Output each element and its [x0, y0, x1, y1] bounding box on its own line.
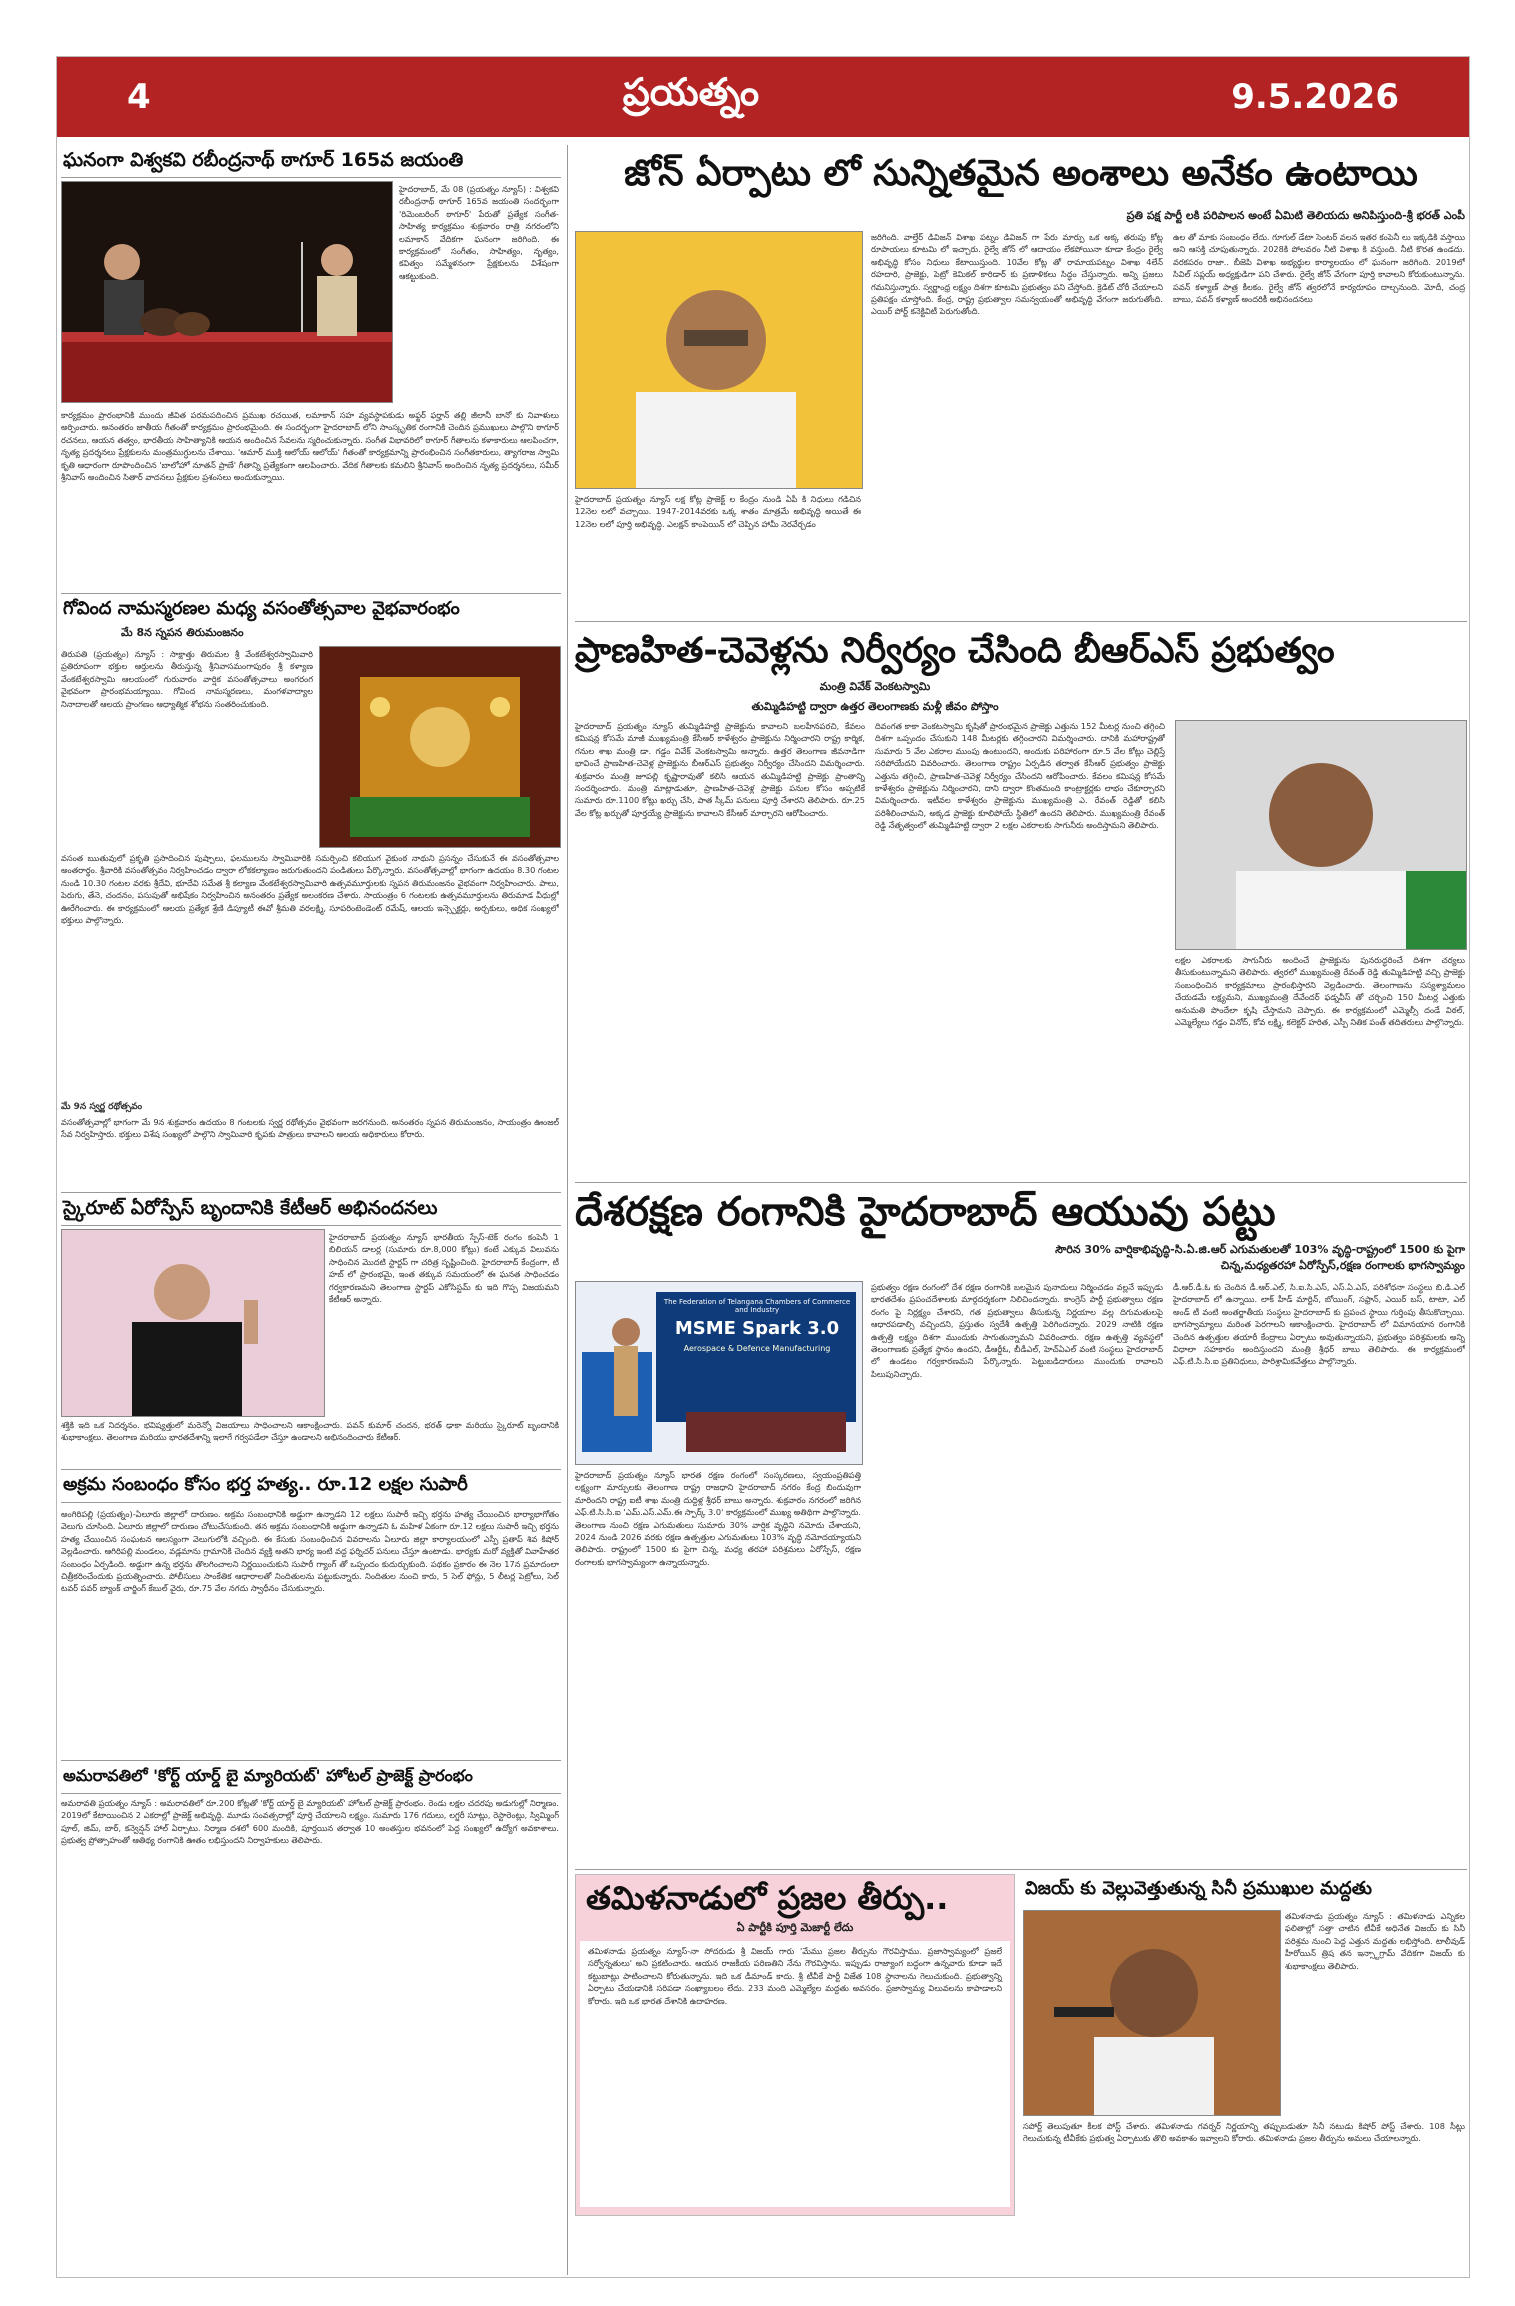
story-headline: తమిళనాడులో ప్రజల తీర్పు..	[586, 1879, 949, 1917]
defence-col3-text: డీ.ఆర్.డీ.ఓ కు చెందిన డీ.ఆర్.ఎల్, సి.ఐ.సి.ఎస్, ఎస్.ఏ.ఎస్, పరిశోధనా సంస్థలు బి.డి.ఎల్ హైదరాబాద్ లో ఉన్నాయి. లాక్ హీడ్ మార్టిన్, బోయింగ్, సఫ్రాన్, ఎయిర్ బస్, టాటా, ఎల్ అండ్ టీ వంటి అంతర్జాతీయ సంస్థలు హైదరాబాద్ కు ప్రపంచ స్థాయి గుర్తింపు తీసుకొచ్చాయి. భాగస్వామ్యాలు మరింత పెరగాలని ఆకాంక్షించారు. హైదరాబాద్ లో విమానయాన రంగానికి చెందిన ఉత్పత్తుల తయారీ కేంద్రాలు ఏర్పాటు అవుతున్నాయని, ప్రభుత్వం పరిశ్రమలకు అన్ని విధాలా సహకారం అందిస్తుందని మంత్రి శ్రీధర్ బాబు తెలిపారు. ఈ కార్యక్రమంలో ఎఫ్.టి.సి.సి.ఐ ప్రతినిధులు, పారిశ్రామికవేత్తలు పాల్గొన్నారు.	[1173, 1282, 1465, 1367]
story-kicker: మంత్రి వివేక్ వెంకటస్వామి	[819, 680, 931, 693]
story-subheading-2: చిన్న,మధ్యతరహా ఏరోస్పేస్,రక్షణ రంగాలకు భాగస్వామ్యం	[1220, 1259, 1465, 1272]
story-defence	[575, 1182, 1467, 1869]
right-column	[575, 145, 1467, 2220]
vijay-illustration	[1024, 1911, 1280, 2115]
stage-illustration	[62, 182, 392, 402]
supari-body-text: అంగిరిపల్లి (ప్రయత్నం)-ఏలూరు జిల్లాలో దారుణం. అక్రమ సంబంధానికి అడ్డుగా ఉన్నాడని 12 లక్షలు సుపారీ ఇచ్చి భర్తను హత్య చేయించిన భార్యాభాగోతం వెలుగు చూసింది. ఏలూరు జిల్లాలో దారుణం చోటుచేసుకుంది. తన అక్రమ సంబంధానికి అడ్డుగా ఉన్నాడని ఓ మహిళ ఏకంగా రూ.12 లక్షలు సుపారీ ఇచ్చి భర్తను హత్య చేయించిన సంఘటన ఆలస్యంగా వెలుగులోకి వచ్చింది. ఈ కేసుకు సంబంధించిన వివరాలను ఏలూరు జిల్లా కార్యాలయంలో ఎస్పీ ప్రతాప్ శివ కిషోర్ వెల్లడించారు. ఆగిరిపల్లి మండలం, వడ్లమాను గ్రామానికి చెందిన వ్యక్తి అతని భార్య ఇంటి వద్ద ఫర్నిచర్ పనులు చేస్తూ ఉంటాడు. భార్యకు మరో వ్యక్తితో వివాహేతర సంబంధం ఏర్పడింది. అడ్డుగా ఉన్న భర్తను తొలగించాలని నిర్ణయించుకుని సుపారీ గ్యాంగ్ తో ఒప్పందం కుదుర్చుకుంది. పథకం ప్రకారం ఈ నెల 17న ప్రమాదంలా చిత్రీకరించేందుకు ప్రయత్నించారు. పోలీసులు సాంకేతిక ఆధారాలతో నిందితులను పట్టుకున్నారు. నిందితుల నుంచి కారు, 5 సెల్ ఫోన్లు, 5 లీటర్ల పెట్రోలు, సెల్ టవర్ పవర్ బ్యాంక్ చార్జింగ్ కేబుల్ వైరు, రూ.75 వేల నగదు స్వాధీనం చేసుకున్నారు.	[61, 1509, 559, 1594]
msme-spark-photo	[575, 1281, 863, 1465]
zone-col1-text: హైదరాబాద్ ప్రయత్నం న్యూస్ లక్ష కోట్ల ప్రాజెక్ట్ ల కేంద్రం నుండి ఏపీ కి నిధులు గడిచిన 12నెల లలో వచ్చాయి. 1947-2014వరకు ఒక్క శాతం మాత్రమే అభివృద్ధి అయితే ఈ 12నెల లలో పూర్తి అభివృద్ధి. ఎలక్షన్ కాంపెయిన్ లో చెప్పిన హామీ నెరవేర్చడం	[575, 494, 861, 529]
story-headline: స్కైరూట్ ఏరోస్పేస్ బృందానికి కేటీఆర్ అభినందనలు	[61, 1193, 561, 1226]
side-headline: విజయ్ కు వెల్లువెత్తుతున్న సినీ ప్రముఖుల మద్దతు	[1025, 1878, 1372, 1899]
ktr-photo	[61, 1229, 325, 1417]
story-headline: జోన్ ఏర్పాటు లో సున్నితమైన అంశాలు అనేకం ఉంటాయి	[624, 153, 1418, 194]
story-tamilnadu	[575, 1869, 1467, 2220]
temple-body-text: వసంత ఋతువులో ప్రకృతి ప్రసాదించిన పుష్పాలు, ఫలములను స్వామివారికి సమర్పించి కలియుగ వైకుంఠ నాథుని ప్రసన్నం చేసుకునే ఈ వసంతోత్సవాల అంతరార్థం. శ్రీవారికి వసంతోత్సవం నిర్వహించడం ద్వారా లోకకల్యాణం జరుగుతుందని పండితులు పేర్కొన్నారు. వసంతోత్సవాల్లో భాగంగా ఉదయం 8.30 గంటల నుండి 10.30 గంటల వరకు శ్రీదేవి, భూదేవి సమేత శ్రీ కల్యాణ వేంకటేశ్వరస్వామివారి ఉత్సవమూర్తులకు స్నపన తిరుమంజనం వైభవంగా నిర్వహించారు. పాలు, పెరుగు, తేనె, చందనం, పసుపుతో అభిషేకం నిర్వహించిన అనంతరం ప్రత్యేక అలంకరణ చేశారు. సాయంత్రం 6 గంటలకు ఉత్సవమూర్తులను తిరుమాడ వీధుల్లో ఊరేగించారు. ఈ కార్యక్రమంలో ఆలయ ప్రత్యేక శ్రేణి డిప్యూటీ ఈవో శ్రీమతి వరలక్ష్మి, సూపరింటెండెంట్ రమేష్, ఆలయ ఇన్స్పెక్టర్లు, అర్చకులు, అధిక సంఖ్యలో భక్తులు పాల్గొన్నారు.	[61, 853, 559, 926]
story-subheading: మే 8న స్నపన తిరుమంజనం	[121, 626, 244, 639]
pranahita-col2-text: దివంగత కాకా వెంకటస్వామి కృషితో ప్రారంభమైన ప్రాజెక్టు ఎత్తును 152 మీటర్ల నుంచి తగ్గించి దిశగా ఒప్పందం చేసుకుని 148 మీటర్లకు తగ్గించారని విమర్శించారు. దానికి మహారాష్ట్రతో సుమారు 5 వేల ఎకరాల ముంపు ఉంటుందని, అందుకు పరిహారంగా రూ.5 వేల కోట్లు చెల్లిస్తే సరిపోయేదని వివరించారు. తెలంగాణ రాష్ట్రం ఏర్పడిన తర్వాత కేసీఆర్ ప్రభుత్వం ప్రాజెక్టు ఎత్తును తగ్గించి, ప్రాణహిత-చెవెళ్ల నిర్వీర్యం చేసిందని ఆరోపించారు. కేవలం కమిషన్ల కోసమే కాళేశ్వరం ప్రాజెక్టును నిర్మించారని, దాని ద్వారా కొంతమంది కాంట్రాక్టర్లకు లాభం చేకూర్చారని విమర్శించారు. ఇటీవల కాళేశ్వరం ప్రాజెక్టును ముఖ్యమంత్రి ఎ. రేవంత్ రెడ్డితో కలిసి పరిశీలించామని, అక్కడ ప్రాజెక్టు కూలిపోయే స్థితిలో ఉందని తెలిపారు. ముఖ్యమంత్రి రేవంత్ రెడ్డి నేతృత్వంలో తుమ్మిడిహట్టి ద్వారా 2 లక్షల ఎకరాలకు సాగునీరు అందిస్తామని తెలిపారు.	[875, 721, 1165, 831]
deity-illustration	[320, 647, 560, 847]
pranahita-col3-text: లక్షల ఎకరాలకు సాగునీరు అందించే ప్రాజెక్టును పునరుద్ధరించే దిశగా చర్యలు తీసుకుంటున్నామని తెలిపారు. త్వరలో ముఖ్యమంత్రి రేవంత్ రెడ్డి తుమ్మిడిహట్టి వచ్చి ప్రాజెక్టు సంబంధించిన కార్యక్రమాలు ప్రారంభిస్తారని వెల్లడించారు. తెలంగాణను సస్యశ్యామలం చేయడమే లక్ష్యమని, ముఖ్యమంత్రి దేవేందర్ ఫడ్నవీస్ తో చర్చించి 150 మీటర్ల ఎత్తుకు అనుమతి పొందేలా కృషి చేస్తామని చెప్పారు. ఈ కార్యక్రమంలో ఎమ్మెల్సీ దండే విఠల్, ఎమ్మెల్యేలు గడ్డం వినోద్, కోవ లక్ష్మి, కలెక్టర్ హరిత, ఎస్పీ నితిక పంత్ తదితరులు పాల్గొన్నారు.	[1175, 955, 1465, 1028]
vijay-body-text: సపోర్ట్ తెలుపుతూ కీలక పోస్ట్ చేశారు. తమిళనాడు గవర్నర్ నిర్ణయాన్ని తప్పుబడుతూ సినీ నటుడు కిషోర్ పోస్ట్ చేశారు. 108 సీట్లు గెలుచుకున్న టీవీకేకు ప్రభుత్వ ఏర్పాటుకు తొలి అవకాశం ఇవ్వాలని కోరారు. తమిళనాడు ప్రజల తీర్పును అమలు చేయాలన్నారు.	[1023, 2121, 1465, 2144]
story-headline: అమరావతిలో 'కోర్ట్ యార్డ్ బై మ్యారియట్' హోటల్ ప్రాజెక్ట్ ప్రారంభం	[61, 1761, 561, 1794]
vijay-box	[1023, 1874, 1467, 2216]
vijay-photo	[1023, 1910, 1281, 2116]
story-headline: ఘనంగా విశ్వకవి రబీంద్రనాథ్ ఠాగూర్ 165వ జయంతి	[61, 145, 561, 178]
skyroot-lead-text: హైదరాబాద్ ప్రయత్నం న్యూస్ భారతీయ స్పేస్-టెక్ రంగం కంపెనీ 1 బిలియన్ డాలర్ల (సుమారు రూ.8,000 కోట్లు) కంటే ఎక్కువ విలువను సాధించిన మొదటి స్టార్టప్ గా చరిత్ర సృష్టించింది. హైదరాబాద్ కేంద్రంగా, టీ హబ్ లో ప్రారంభమై, ఇంత తక్కువ సమయంలో ఈ ఘనత సాధించడం గర్వకారణమని తెలంగాణ స్టార్టప్ ఎకోసిస్టమ్ కు ఇది గొప్ప విజయమని కేటీఆర్ అన్నారు.	[329, 1232, 559, 1305]
tagore-body-text: కార్యక్రమం ప్రారంభానికి ముందు జీవిత పరమపదించిన ప్రముఖ రచయిత, లమాకాన్ సహ వ్యవస్థాపకుడు అఫ్జర్ ఫర్హాన్ తల్లి జీలానీ బానో కు నివాళులు అర్పించారు. అనంతరం జాతీయ గీతంతో కార్యక్రమం ప్రారంభమైంది. ఈ సందర్భంగా హైదరాబాద్ లోని సాంస్కృతిక రంగానికి చెందిన ప్రముఖులు పాల్గొని ఠాగూర్ రచనలు, ఆయన తత్వం, భారతీయ సాహిత్యానికి ఆయన అందించిన సేవలను స్మరించుకున్నారు. సంగీత విభావరిలో ఠాగూర్ గీతాలను కళాకారులు ఆలపించగా, నృత్య ప్రదర్శనలు ప్రేక్షకులను మంత్రముగ్ధులను చేశాయి. 'ఆమార్ ముక్తి ఆలోయ్ ఆలోయ్' గీతంతో కార్యక్రమాన్ని ప్రారంభించిన సంగీతకారులు, త్యాగరాజ స్వామి కృతి ఆధారంగా రూపొందించిన 'బాలోహో నూతన్ ప్రాణే' గీతాన్ని ప్రత్యేకంగా ఆలపించారు. వేదిక గీతాలకు కమలిని శ్రీనివాస్ అందించిన నృత్య ప్రదర్శనలు, సమీర్ శ్రీనివాస్ అందించిన సితార్ వాదనలు ప్రేక్షకుల ప్రశంసలు అందుకున్నాయి.	[61, 410, 559, 483]
left-column	[61, 145, 561, 1965]
story-courtyard	[61, 1760, 561, 1965]
mp-bharat-photo	[575, 231, 863, 489]
story-tagore	[61, 145, 561, 593]
story-subheading: సౌరిన 30% వార్షికాభివృద్ధి-సి.ఏ.జి.ఆర్ ఎగుమతులతో 103% వృద్ధి-రాష్ట్రంలో 1500 కు పైగా	[1055, 1243, 1465, 1256]
zone-col2-text: జరిగింది. వాల్తేర్ డివిజన్ విశాఖ పట్నం డివిజన్ గా పేరు మార్పు ఒక అక్క తరుపు కోట్ల రూపాయలు కూటమి లో ఇచ్చారు. రైల్వే జోన్ లో ఆదాయం లేకపోయినా కూడా కేంద్రం రైల్వే అభివృద్ధి కోసం నిధులు కేటాయిస్తుంది. 10వేల కోట్ల తో రామాయపట్నం విశాఖ 4లేన్ రహదారి, ప్రాజెక్టు, పెట్రో కెమికల్ కారిడార్ కు ప్రణాళికలు సిద్ధం చేస్తున్నారు. అన్ని ప్రజలు గమనిస్తున్నారు. స్వర్ణాంధ్ర లక్ష్యం దిశగా కూటమి ప్రభుత్వం పని చేస్తోంది. క్రెడిట్ చోరీ చేయాలని ప్రతిపక్షం చూస్తోంది. కేంద్ర, రాష్ట్ర ప్రభుత్వాల సమన్వయంతో అభివృద్ధి వేగంగా జరుగుతోంది. ఎయిర్ పోర్ట్ కనెక్టివిటీ పెరుగుతోంది.	[871, 232, 1163, 317]
story-supari	[61, 1469, 561, 1760]
story-subheading: ఏ పార్టీకి పూర్తి మెజార్టీ లేదు	[736, 1921, 854, 1934]
page-number: 4	[127, 77, 151, 117]
ktr-illustration	[62, 1230, 324, 1416]
tamilnadu-body-text: తమిళనాడు ప్రయత్నం న్యూస్-నా సోదరుడు శ్రీ విజయ్ గారు 'మేము ప్రజల తీర్పును గౌరవిస్తాము. ప్రజాస్వామ్యంలో ప్రజలే సర్వోన్నతులు' అని ప్రకటించారు. ఆయన రాజకీయ పరిణతిని నేను గౌరవిస్తాను. ఇప్పుడు రాజ్యాంగ బద్ధంగా ఉన్నవారు కూడా ఇదే కట్టుబాట్లు పాటించాలని కోరుతున్నాను. ఇది ఒక డీమాండ్ కాదు. శ్రీ టీవీకే పార్టీ విజేత 108 స్థానాలను గెలుచుకుంది. ప్రభుత్వాన్ని ఏర్పాటు చేయడానికి సరిపడా సంఖ్యాబలం లేదు. 233 మంది ఎమ్మెల్యేల మద్దతు అవసరం. ప్రజాస్వామ్య విలువలను కాపాడాలని కోరారు. ఇది ఒక భారత దేశానికి ఉదాహరణ.	[580, 1941, 1010, 2207]
tagore-lead-text: హైదరాబాద్, మే 08 (ప్రయత్నం న్యూస్) : విశ్వకవి రబీంద్రనాథ్ ఠాగూర్ 165వ జయంతి సందర్భంగా 'రిమెంబరింగ్ ఠాగూర్' పేరుతో ప్రత్యేక సంగీత-సాహిత్య కార్యక్రమం శుక్రవారం రాత్రి నగరంలోని లమాకాన్ వేదికగా ఘనంగా జరిగింది. ఈ కార్యక్రమంలో సంగీతం, సాహిత్యం, నృత్యం, కవిత్వం సమ్మేళనంగా ప్రేక్షకులను విశేషంగా ఆకట్టుకుంది.	[399, 184, 559, 281]
issue-date: 9.5.2026	[1231, 77, 1399, 117]
defence-col1-text: హైదరాబాద్ ప్రయత్నం న్యూస్ భారత రక్షణ రంగంలో సంస్కరణలు, స్వయంప్రతిపత్తి లక్ష్యంగా మార్పులకు తెలంగాణ రాష్ట్ర రాజధాని హైదరాబాద్ నగరం కేంద్ర బిందువుగా మారిందని రాష్ట్ర ఐటీ శాఖ మంత్రి దుద్దిళ్ల శ్రీధర్ బాబు అన్నారు. శుక్రవారం నగరంలో జరిగిన ఎఫ్.టి.సి.సి.ఐ 'ఎమ్.ఎస్.ఎమ్.ఈ స్పార్క్ 3.0' కార్యక్రమంలో ముఖ్య అతిథిగా పాల్గొన్నారు. తెలంగాణ నుంచి రక్షణ ఎగుమతులు సుమారు 30% వార్షిక వృద్ధిని నమోదు చేశాయని, 2024 నుండి 2026 వరకు రక్షణ ఉత్పత్తుల ఎగుమతులు 103% వృద్ధి నమోదయ్యాయని తెలిపారు. రాష్ట్రంలో 1500 కు పైగా చిన్న, మధ్య తరహా పరిశ్రమలు ఏరోస్పేస్, రక్షణ రంగాలకు భాగస్వామ్యంగా ఉన్నాయన్నారు.	[575, 1470, 861, 1567]
story-pranahita	[575, 621, 1467, 1182]
newspaper-page	[56, 56, 1470, 2278]
skyroot-body-text: శక్తికి ఇది ఒక నిదర్శనం. భవిష్యత్తులో మరెన్నో విజయాలు సాధించాలని ఆకాంక్షించారు. పవన్ కుమార్ చందన, భరత్ ఢాకా మరియు స్కైరూట్ బృందానికి శుభాకాంక్షలు. తెలంగాణ మరియు భారతదేశాన్ని ఇలాగే గర్వపడేలా చేస్తూ ఉండాలని అభినందించారు కేటీఆర్.	[61, 1420, 559, 1443]
tamilnadu-box	[575, 1874, 1015, 2216]
vijay-side-text: తమిళనాడు ప్రయత్నం న్యూస్ : తమిళనాడు ఎన్నికల ఫలితాల్లో సత్తా చాటిన టీవీకే అధినేత విజయ్ కు సినీ పరిశ్రమ నుంచి పెద్ద ఎత్తున మద్దతు లభిస్తోంది. టాలీవుడ్ హీరోయిన్ త్రిష తన ఇన్స్టాగ్రామ్ వేదికగా విజయ్ కు శుభాకాంక్షలు తెలిపారు.	[1285, 1911, 1465, 1971]
courtyard-body-text: అమరావతి ప్రయత్నం న్యూస్ : అమరావతిలో రూ.200 కోట్లతో 'కోర్ట్ యార్డ్ బై మ్యారియట్' హోటల్ ప్రాజెక్ట్ ప్రారంభం. రెండు లక్షల చదరపు అడుగుల్లో నిర్మాణం. 2019లో కేటాయించిన 2 ఎకరాల్లో ప్రాజెక్ట్ అభివృద్ధి. మూడు సంవత్సరాల్లో పూర్తి చేయాలని లక్ష్యం. సుమారు 176 గదులు, లగ్జరీ సూట్లు, రెస్టారెంట్లు, స్విమ్మింగ్ పూల్, జిమ్, బార్, కన్వెన్షన్ హాల్ ఏర్పాటు. నిర్మాణ దశలో 600 మందికి, పూర్తయిన తర్వాత 10 అంతస్తుల భవనంలో పెద్ద సంఖ్యలో ఉద్యోగ అవకాశాలు. ప్రభుత్వ ప్రోత్సాహంతో ఆతిథ్య రంగానికి ఊతం లభిస్తుందని నిర్వాహకులు తెలిపారు.	[61, 1798, 559, 1846]
temple-lead-text: తిరుపతి (ప్రయత్నం) న్యూస్ : సాక్షాత్తు తిరుమల శ్రీ వేంకటేశ్వరస్వామివారి ప్రతిరూపంగా భక్తుల ఆర్తులను తీరుస్తున్న శ్రీనివాసమంగాపురం శ్రీ కళ్యాణ వేంకటేశ్వరస్వామి ఆలయంలో గురువారం వార్షిక వసంతోత్సవాలు అంగరంగ వైభవంగా ప్రారంభమయ్యాయి. గోవింద నామస్మరణలు, మంగళవాద్యాల నినాదాలతో ఆలయ ప్రాంగణం ఆధ్యాత్మిక శోభను సంతరించుకుంది.	[61, 649, 313, 709]
pranahita-col1-text: హైదరాబాద్ ప్రయత్నం న్యూస్ తుమ్మిడిహట్టి ప్రాజెక్టును కావాలని బలహీనపరచి, కేవలం కమిషన్ల కోసమే మాజీ ముఖ్యమంత్రి కేసీఆర్ కాళేశ్వరం ప్రాజెక్టును నిర్మించారని రాష్ట్ర కార్మిక, గనుల శాఖ మంత్రి డా. గడ్డం వివేక్ వెంకటస్వామి అన్నారు. ఉత్తర తెలంగాణ జీవనాడిగా భావించే ప్రాణహిత-చెవెళ్ల ప్రాజెక్టును బీఆర్ఎస్ ప్రభుత్వం నిర్వీర్యం చేసిందని విమర్శించారు. శుక్రవారం మంత్రి జూపల్లి కృష్ణారావుతో కలిసి ఆయన తుమ్మిడిహట్టి ప్రాజెక్టు ప్రాంతాన్ని సందర్శించారు. మంత్రి మాట్లాడుతూ, ప్రాణహిత-చెవెళ్ల ప్రాజెక్టు పనుల కోసం అప్పటికే సుమారు రూ.1100 కోట్లు ఖర్చు చేసి, పాత స్కీమ్ పనులు పూర్తి చేశారని తెలిపారు. రూ.25 వేల కోట్ల ఖర్చుతో పూర్తయ్యే ప్రాజెక్టును కావాలని కేసీఆర్ మార్చారని ఆరోపించారు.	[575, 721, 865, 818]
story-subheading: తుమ్మిడిహట్టి ద్వారా ఉత్తర తెలంగాణకు మళ్లీ జీవం పోస్తాం	[751, 700, 999, 713]
story-subheading: ప్రతి పక్ష పార్టీ లకి పరిపాలన అంటే ఏమిటి తెలియదు అనిపిస్తుంది-శ్రీ భరత్ ఎంపీ	[1126, 209, 1465, 222]
tagore-event-photo	[61, 181, 393, 403]
minister-illustration	[1176, 721, 1466, 949]
story-headline: దేశరక్షణ రంగానికి హైదరాబాద్ ఆయువు పట్టు	[575, 1189, 1276, 1235]
column-divider	[567, 145, 568, 2275]
banner-sub: Aerospace & Defence Manufacturing	[683, 1344, 831, 1353]
temple-body-text-2: వసంతోత్సవాల్లో భాగంగా మే 9న శుక్రవారం ఉదయం 8 గంటలకు స్వర్ణ రథోత్సవం వైభవంగా జరగనుంది. అనంతరం స్నపన తిరుమంజనం, సాయంత్రం ఊంజల్ సేవ నిర్వహిస్తారు. భక్తులు విశేష సంఖ్యలో పాల్గొని స్వామివారి కృపకు పాత్రులు కావాలని ఆలయ అధికారులు కోరారు.	[61, 1117, 559, 1140]
masthead-bar	[57, 57, 1469, 137]
zone-col3-text: ఉల తో మాకు సంబంధం లేదు. గూగుల్ డేటా సెంటర్ వలన ఇతర కంపెనీ లు ఇక్కడికి వస్తాయి అని ఆసక్తి చూపుతున్నారు. 2028కి పోలవరం నీటి విశాఖ కి వస్తుంది. నీటి కొరత ఉండదు. వరకపరం రాజా.. బీజెపి విశాఖ అభ్యర్థుల కార్యాలయం లో ఘనంగా జరిగింది. 2019లో సివిల్ సప్లయ్ అధ్యక్షుడిగా పని చేశారు. రైల్వే జోన్ వేగంగా పూర్తి కావాలని కోరుకుంటున్నాను. పవన్ కళ్యాణ్ పాత్ర కీలకం. రైల్వే జోన్ త్వరలోనే కార్యరూపం దాల్చనుంది. మోదీ, చంద్ర బాబు, పవన్ కళ్యాణ్ అందరికీ అభినందనలు	[1173, 232, 1465, 305]
story-headline: గోవింద నామస్మరణల మధ్య వసంతోత్సవాల వైభవారంభం	[63, 598, 460, 619]
defence-col2-text: ప్రభుత్వం రక్షణ రంగంలో దేశ రక్షణ రంగానికి బలమైన పునాదులు నిర్మించడం వల్లనే ఇప్పుడు భారతదేశం ప్రపంచదేశాలకు మార్గదర్శకంగా నిలిచిందన్నారు. కాంగ్రెస్ పార్టీ ప్రభుత్వాలు రక్షణ రంగం పై నిర్లక్ష్యం చేశారని, గత ప్రభుత్వాలు తీసుకున్న నిర్ణయాల వల్ల దిగుమతులపై ఆధారపడాల్సి వచ్చిందని, ప్రస్తుతం స్వదేశీ ఉత్పత్తి పెరిగిందన్నారు. 2029 నాటికి రక్షణ ఉత్పత్తి లక్ష్యం దిశగా ముందుకు సాగుతున్నామని వివరించారు. రక్షణ ఉత్పత్తి వ్యవస్థలో తెలంగాణకు ప్రత్యేక స్థానం ఉందని, డీఆర్డీఓ, బీడీఎల్, హెచ్ఏఎల్ వంటి సంస్థలు హైదరాబాద్ లో ఉండటం గర్వకారణమని పేర్కొన్నారు. పెట్టుబడిదారులు ముందుకు రావాలని పిలుపునిచ్చారు.	[871, 1282, 1163, 1379]
banner-org: The Federation of Telangana Chambers of Commerce and Industry	[663, 1298, 851, 1314]
story-vasanthotsavam	[61, 593, 561, 1192]
temple-subheading-2: మే 9న స్వర్ణ రథోత్సవం	[61, 1102, 143, 1112]
banner-title: MSME Spark 3.0	[674, 1318, 840, 1339]
temple-deity-photo	[319, 646, 561, 848]
minister-vivek-photo	[1175, 720, 1467, 950]
story-zone	[575, 145, 1467, 621]
paper-name: ప్రయత్నం	[622, 70, 760, 114]
story-headline: అక్రమ సంబంధం కోసం భర్త హత్య.. రూ.12 లక్షల సుపారీ	[61, 1470, 561, 1503]
mp-illustration	[576, 232, 862, 488]
story-headline: ప్రాణహిత-చెవెళ్లను నిర్వీర్యం చేసింది బీఆర్ఎస్ ప్రభుత్వం	[575, 631, 1335, 671]
story-skyroot	[61, 1192, 561, 1469]
